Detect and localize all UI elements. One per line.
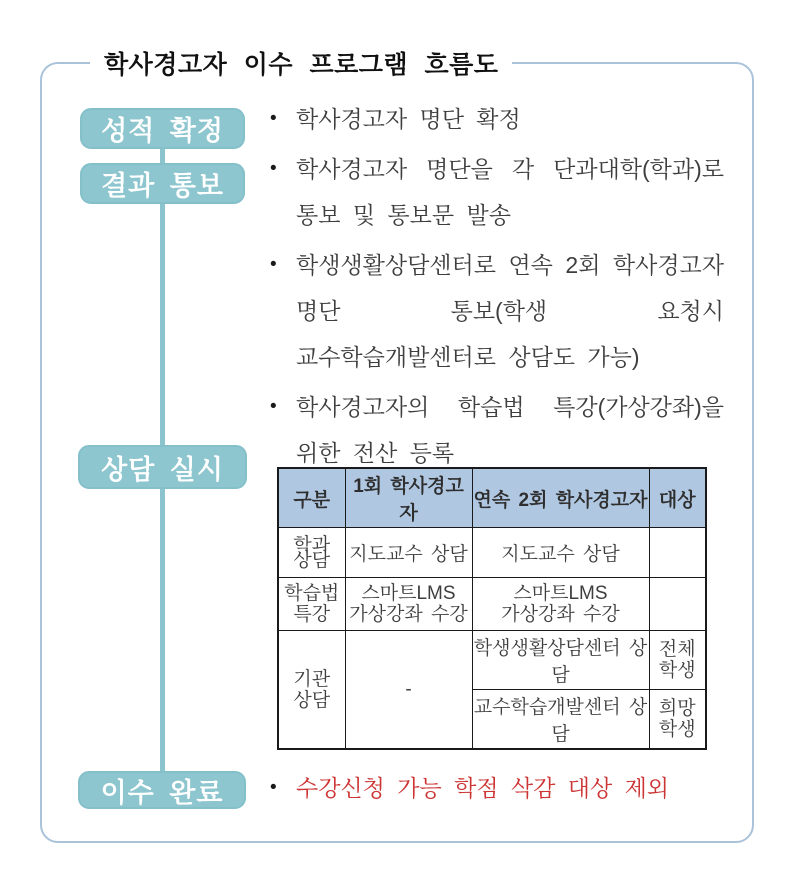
bullet-icon: •	[270, 108, 277, 129]
cell-target-org2: 희망 학생	[649, 690, 706, 750]
bullet-icon: •	[270, 396, 277, 417]
cell-first-dept: 지도교수 상담	[345, 528, 472, 578]
cell-category-dept: 학과 상담	[278, 528, 345, 578]
note-text: 학생생활상담센터로 연속 2회 학사경고자 명단 통보(학생 요청시 교수학습개발센터로 상담도 가능)	[296, 252, 724, 370]
stage-box-result-notify: 결과 통보	[80, 163, 245, 204]
table-row	[278, 631, 706, 690]
header-first-warning: 1회 학사경고자	[345, 468, 472, 528]
note-notify-2	[266, 242, 724, 380]
header-category: 구분	[278, 468, 345, 528]
completion-note-text: 수강신청 가능 학점 삭감 대상 제외	[296, 775, 670, 801]
stage-box-completion: 이수 완료	[78, 771, 246, 809]
counseling-table	[277, 467, 707, 750]
cell-first-study: 스마트LMS 가상강좌 수강	[345, 578, 472, 631]
completion-note	[266, 768, 736, 808]
cell-second-org2: 교수학습개발센터 상담	[472, 690, 649, 750]
header-second-warning: 연속 2회 학사경고자	[472, 468, 649, 528]
header-target: 대상	[649, 468, 706, 528]
note-text: 학사경고자의 학습법 특강(가상강좌)을 위한 전산 등록	[296, 394, 724, 466]
note-text: 학사경고자 명단 확정	[296, 106, 521, 132]
cell-second-study: 스마트LMS 가상강좌 수강	[472, 578, 649, 631]
cell-category-study: 학습법 특강	[278, 578, 345, 631]
cell-second-dept: 지도교수 상담	[472, 528, 649, 578]
table-row	[278, 528, 706, 578]
stage-box-counseling: 상담 실시	[78, 445, 247, 489]
note-text: 학사경고자 명단을 각 단과대학(학과)로 통보 및 통보문 발송	[296, 156, 724, 228]
cell-category-org: 기관 상담	[278, 631, 345, 750]
cell-second-org1: 학생생활상담센터 상담	[472, 631, 649, 690]
note-grade-confirm	[266, 96, 724, 142]
notes-list	[266, 96, 724, 480]
counseling-table-container	[277, 467, 707, 750]
bullet-icon: •	[270, 777, 277, 798]
cell-target-org1: 전체 학생	[649, 631, 706, 690]
stage-box-grade-confirm: 성적 확정	[80, 108, 245, 149]
cell-target-study	[649, 578, 706, 631]
note-notify-1	[266, 146, 724, 238]
table-row	[278, 578, 706, 631]
cell-target-dept	[649, 528, 706, 578]
bullet-icon: •	[270, 158, 277, 179]
table-header-row	[278, 468, 706, 528]
note-notify-3	[266, 384, 724, 476]
bullet-icon: •	[270, 254, 277, 275]
cell-first-org: -	[345, 631, 472, 750]
page-title: 학사경고자 이수 프로그램 흐름도	[90, 45, 512, 81]
